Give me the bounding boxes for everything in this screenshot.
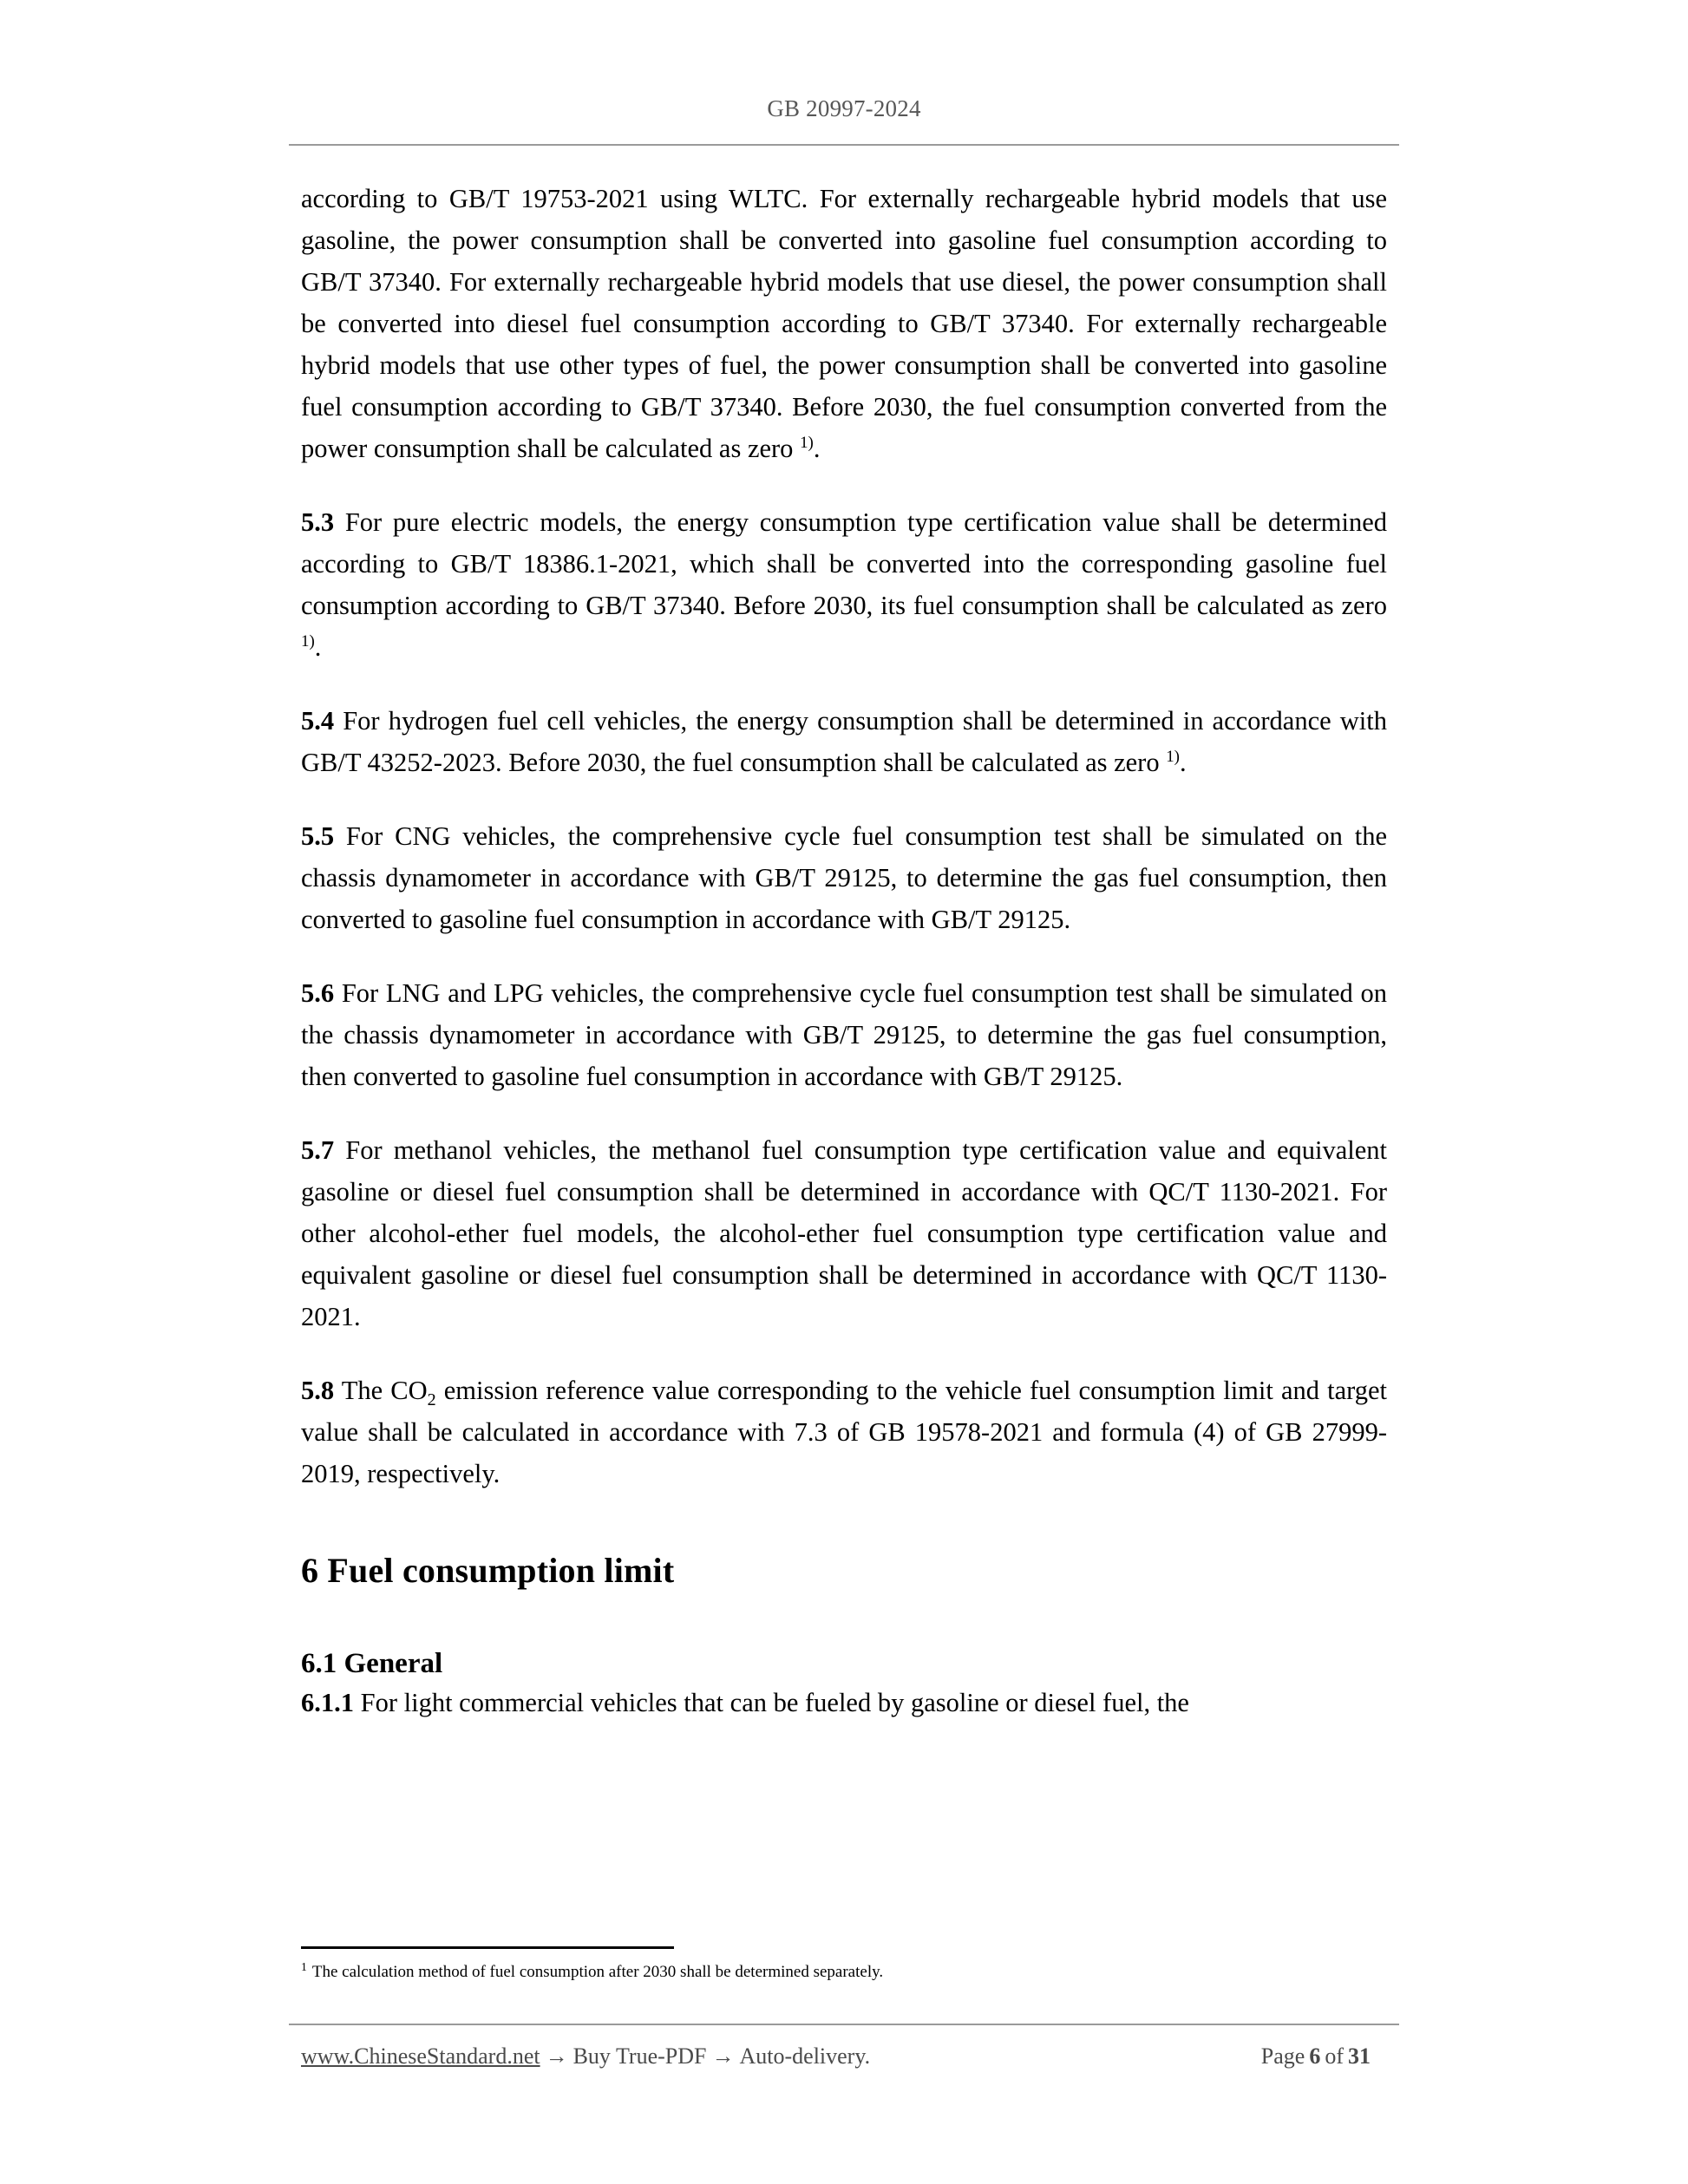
header-standard-number: GB 20997-2024: [767, 95, 921, 121]
footnote-reference: 1): [301, 631, 315, 651]
paragraph-text: according to GB/T 19753-2021 using WLTC. For externally rechargeable hybrid models that use gasoline, the power consumption shall be converted into gasoline fuel consumption according to GB/T 37340. For externally rechargeable hybrid models that use diesel, the power consumption shall be converted into diesel fuel consumption according to GB/T 37340. For externally rechargeable hybrid models that use other types of fuel, the power consumption shall be converted into gasoline fuel consumption according to GB/T 37340. Before 2030, the fuel consumption converted from the power consumption shall be calculated as zero: [301, 184, 1387, 463]
paragraph-text: emission reference value corresponding to the vehicle fuel consumption limit and target value shall be calculated in accordance with 7.3 of GB 19578-2021 and formula (4) of GB 27999-2019, respectively.: [301, 1376, 1387, 1488]
clause-number-5-5: 5.5: [301, 821, 335, 851]
chinesestandard-link[interactable]: www.ChineseStandard.net: [301, 2043, 540, 2069]
paragraph-text: For methanol vehicles, the methanol fuel consumption type certification value and equivalent gasoline or diesel fuel consumption shall be determined in accordance with QC/T 1130-2021. For other alcohol-ether fuel models, the alcohol-ether fuel consumption type certification value and equivalent gasoline or diesel fuel consumption shall be determined in accordance with QC/T 1130-2021.: [301, 1135, 1387, 1331]
paragraph-text: For pure electric models, the energy consumption type certification value shall be determined according to GB/T 18386.1-2021, which shall be converted into the corresponding gasoline fuel consumption according to GB/T 37340. Before 2030, its fuel consumption shall be calculated as zero: [301, 507, 1387, 620]
header-divider: [289, 144, 1399, 146]
paragraph-tail: .: [1179, 748, 1187, 777]
of-label: of: [1325, 2043, 1344, 2069]
page-label: Page: [1260, 2043, 1305, 2069]
footnote-reference: 1): [1166, 747, 1180, 766]
paragraph-6-1-1: [301, 1682, 1387, 1723]
heading-clause-6: 6 Fuel consumption limit: [301, 1551, 675, 1590]
clause-number-5-3: 5.3: [301, 507, 335, 537]
footer-divider: [289, 2024, 1399, 2025]
footnote-separator: [301, 1946, 674, 1949]
paragraph-tail: .: [813, 434, 821, 463]
paragraph-5-7: [301, 1129, 1387, 1337]
paragraph-5-4: [301, 700, 1387, 783]
paragraph-text: For CNG vehicles, the comprehensive cycle fuel consumption test shall be simulated on the chassis dynamometer in accordance with GB/T 29125, to determine the gas fuel consumption, then converted to gasoline fuel consumption in accordance with GB/T 29125.: [301, 821, 1387, 934]
arrow-right-icon-2: →: [711, 2043, 735, 2069]
paragraph-text: For light commercial vehicles that can be fueled by gasoline or diesel fuel, the: [354, 1687, 1189, 1717]
paragraph-lead: The CO: [334, 1376, 428, 1405]
heading-clause-6-1: 6.1 General: [301, 1648, 443, 1679]
page-footer: [301, 2043, 1387, 2070]
clause-number-5-7: 5.7: [301, 1135, 335, 1165]
co2-subscript: 2: [427, 1390, 436, 1410]
footer-buy-label: Buy True-PDF: [572, 2043, 707, 2069]
footer-promo: [301, 2043, 870, 2070]
paragraph-text: For LNG and LPG vehicles, the comprehensive cycle fuel consumption test shall be simulated on the chassis dynamometer in accordance with GB/T 29125, to determine the gas fuel consumption, then converted to gasoline fuel consumption in accordance with GB/T 29125.: [301, 978, 1387, 1091]
footnote-1: [301, 1961, 1387, 1984]
current-page-number: 6: [1309, 2043, 1321, 2069]
clause-number-6-1-1: 6.1.1: [301, 1687, 354, 1717]
clause-number-5-8: 5.8: [301, 1376, 335, 1405]
total-page-count: 31: [1348, 2043, 1371, 2069]
arrow-right-icon: →: [545, 2043, 568, 2069]
paragraph-tail: .: [314, 632, 322, 662]
footnote-area: [301, 1946, 1387, 1984]
paragraph-5-8: [301, 1370, 1387, 1494]
document-body: [301, 178, 1387, 1723]
footnote-text: The calculation method of fuel consumption after 2030 shall be determined separately.: [311, 1963, 884, 1981]
paragraph-5-6: [301, 972, 1387, 1097]
paragraph-5-5: [301, 815, 1387, 940]
clause-number-5-6: 5.6: [301, 978, 335, 1008]
footnote-marker: 1: [301, 1959, 307, 1973]
paragraph-text: For hydrogen fuel cell vehicles, the energy consumption shall be determined in accordance with GB/T 43252-2023. Before 2030, the fuel consumption shall be calculated as zero: [301, 706, 1387, 777]
footer-delivery-label: Auto-delivery.: [739, 2043, 871, 2069]
page-indicator: [1261, 2043, 1387, 2070]
footnote-reference: 1): [800, 433, 814, 452]
page-header: [289, 97, 1399, 121]
paragraph-continued: [301, 178, 1387, 469]
clause-number-5-4: 5.4: [301, 706, 335, 736]
paragraph-5-3: [301, 501, 1387, 668]
